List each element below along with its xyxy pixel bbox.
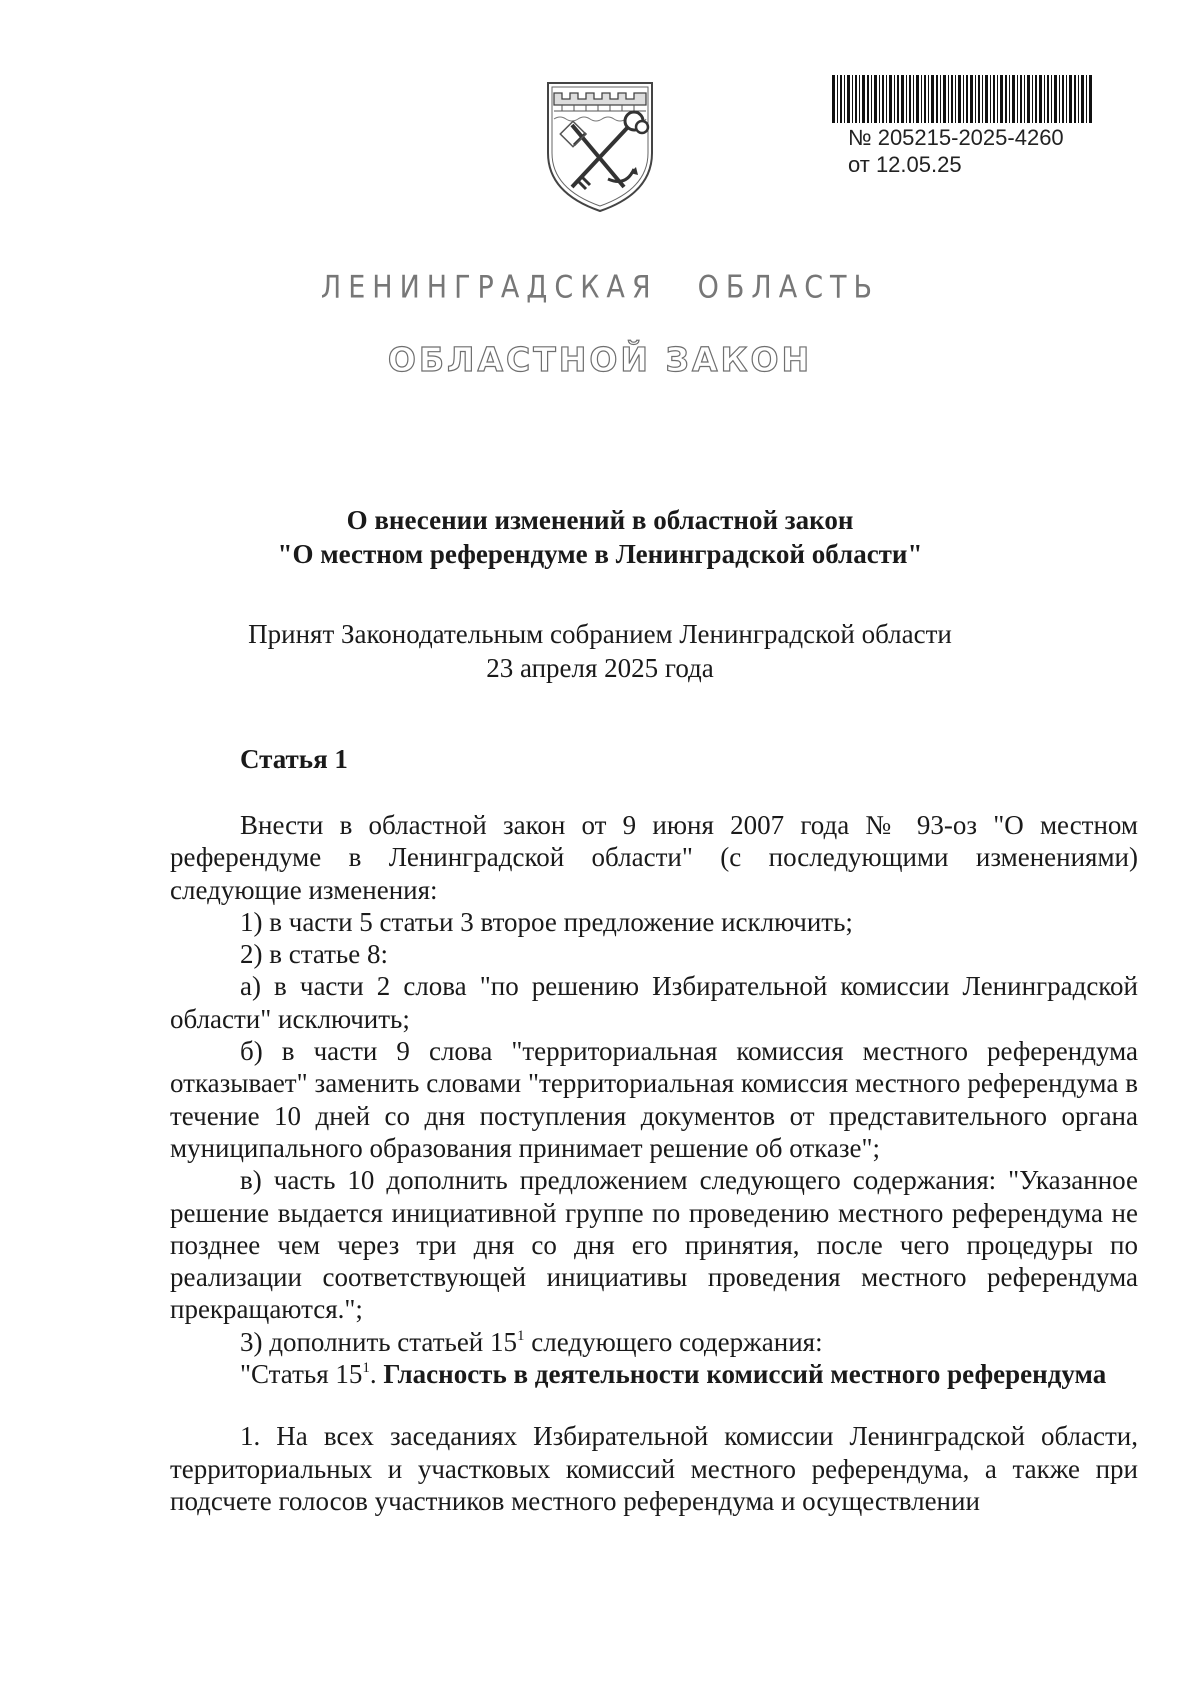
law-title	[0, 503, 1200, 571]
adoption-note	[0, 617, 1200, 685]
new-article-label: "Статья 15	[240, 1359, 363, 1390]
region-word-1: ЛЕНИНГРАДСКАЯ	[320, 269, 658, 306]
new-article-point-1: 1. На всех заседаниях Избирательной комиссии Ленинградской области, территориальных и участковых комиссий местного референдума, а также при подсчете голосов участников местного референдума и осуществлении	[170, 1421, 1138, 1516]
amendment-item-2: 2) в статье 8:	[240, 939, 388, 970]
law-title-line-1: О внесении изменений в областной закон	[346, 505, 854, 535]
amendment-item-2a: а) в части 2 слова "по решению Избирательной комиссии Ленинградской области" исключить;	[170, 971, 1138, 1034]
article-body	[170, 809, 1138, 1517]
amendment-item-2b: б) в части 9 слова "территориальная комиссия местного референдума отказывает" заменить словами "территориальная комиссия местного референдума в течение 10 дней со дня поступления документов от представительного органа муниципального образования принимает решение об отказе";	[170, 1036, 1138, 1163]
amendment-item-3-text: 3) дополнить статьей 15	[240, 1326, 518, 1357]
superscript: 1	[517, 1327, 525, 1344]
law-type-heading: ОБЛАСТНОЙ ЗАКОН	[387, 340, 813, 379]
article-intro: Внести в областной закон от 9 июня 2007 года № 93-оз "О местном референдуме в Ленинградской области" (с последующими изменениями) следующие изменения:	[170, 810, 1138, 905]
adoption-note-line-1: Принят Законодательным собранием Ленинградской области	[248, 619, 952, 649]
adoption-date: 23 апреля 2025 года	[486, 653, 714, 683]
amendment-item-1: 1) в части 5 статьи 3 второе предложение исключить;	[240, 906, 853, 937]
amendment-item-3	[170, 1326, 1138, 1358]
coat-of-arms-emblem	[542, 75, 658, 215]
region-word-2: ОБЛАСТЬ	[697, 269, 880, 306]
new-article-dot: .	[369, 1359, 384, 1390]
article-heading: Статья 1	[240, 744, 348, 774]
region-heading	[0, 270, 1200, 306]
registration-date: от 12.05.25	[848, 152, 962, 177]
registration-number: № 205215-2025-4260	[848, 125, 1064, 150]
law-title-line-2: "О местном референдуме в Ленинградской области"	[277, 539, 923, 569]
superscript: 1	[362, 1360, 370, 1377]
amendment-item-2c: в) часть 10 дополнить предложением следующего содержания: "Указанное решение выдается инициативной группе по проведению местного референдума не позднее чем через три дня со дня его принятия, после чего процедуры по реализации соответствующей инициативы проведения местного референдума прекращаются.";	[170, 1165, 1138, 1325]
new-article-heading	[170, 1358, 1138, 1390]
barcode	[832, 75, 1094, 123]
amendment-item-3-suffix: следующего содержания:	[524, 1326, 823, 1357]
new-article-title: Гласность в деятельности комиссий местного референдума	[383, 1359, 1107, 1390]
